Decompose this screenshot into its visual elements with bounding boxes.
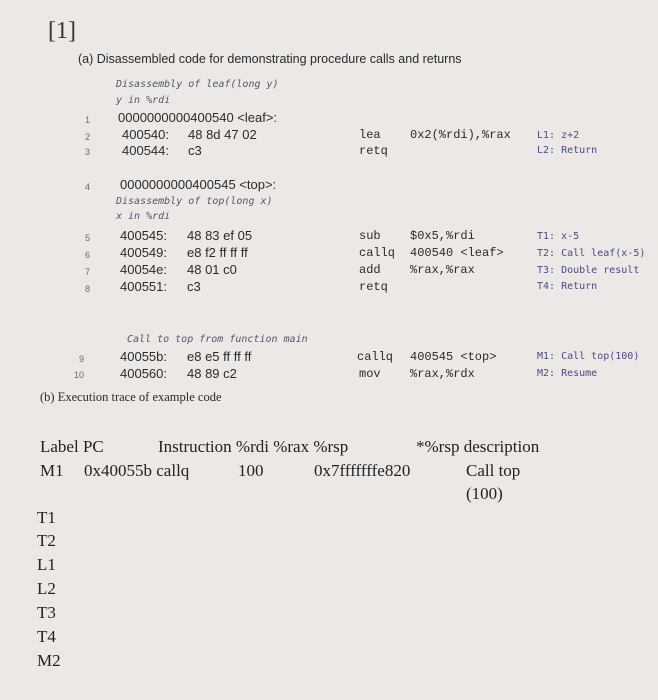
line-number: 1	[84, 115, 90, 125]
instr-addr: 400551:	[120, 279, 167, 294]
instr-operands: $0x5,%rdi	[410, 229, 475, 243]
top-arg: x in %rdi	[116, 211, 171, 222]
top-title: Disassembly of top(long x)	[116, 196, 273, 207]
trace-row-rdi: 100	[238, 461, 264, 480]
instr-comment: T4: Return	[537, 281, 598, 292]
trace-row-desc: Call top	[466, 461, 521, 480]
line-number: 10	[73, 370, 84, 380]
instr-addr: 400545:	[120, 228, 167, 243]
instr-op: retq	[359, 144, 388, 158]
instr-bytes: 48 83 ef 05	[187, 228, 253, 243]
instr-bytes: c3	[188, 143, 202, 158]
trace-label: T4	[37, 627, 56, 646]
instr-comment: L2: Return	[537, 145, 598, 156]
line-number: 2	[84, 132, 90, 142]
instr-operands: 400545 <top>	[410, 350, 497, 364]
instr-op: callq	[357, 350, 394, 364]
leaf-header: 0000000000400540 <leaf>:	[118, 110, 278, 125]
instr-addr: 400560:	[120, 366, 167, 381]
instr-comment: M1: Call top(100)	[537, 351, 640, 362]
top-header: 0000000000400545 <top>:	[120, 177, 277, 192]
trace-row-desc: (100)	[466, 484, 503, 503]
line-number: 6	[84, 250, 90, 260]
instr-op: retq	[359, 280, 388, 294]
instr-addr: 40054e:	[120, 262, 167, 277]
trace-label: L2	[37, 579, 56, 598]
instr-op: add	[359, 263, 381, 277]
line-number: 3	[84, 147, 90, 157]
line-number: 4	[84, 182, 90, 192]
instr-comment: T3: Double result	[537, 265, 640, 276]
problem-number: [1]	[48, 18, 76, 44]
instr-comment: L1: z+2	[537, 130, 580, 141]
instr-operands: %rax,%rdx	[410, 367, 475, 381]
trace-header-label-pc: Label PC	[40, 437, 104, 456]
leaf-title: Disassembly of leaf(long y)	[116, 79, 279, 90]
instr-addr: 400540:	[122, 127, 169, 142]
part-a-caption: (a) Disassembled code for demonstrating procedure calls and returns	[78, 52, 462, 66]
instr-addr: 40055b:	[120, 349, 167, 364]
instr-bytes: e8 f2 ff ff ff	[187, 245, 248, 260]
leaf-arg: y in %rdi	[116, 95, 171, 106]
instr-op: callq	[359, 246, 396, 260]
trace-label: T3	[37, 603, 56, 622]
instr-op: sub	[359, 229, 381, 243]
trace-row-rsp: 0x7fffffffe820	[314, 461, 411, 480]
trace-label: T2	[37, 531, 56, 550]
trace-header-instruction: Instruction %rdi %rax %rsp	[158, 437, 349, 456]
line-number: 5	[84, 233, 90, 243]
instr-bytes: c3	[187, 279, 201, 294]
trace-row-pc: 0x40055b callq	[84, 461, 190, 480]
trace-label: T1	[37, 508, 56, 527]
part-b-caption: (b) Execution trace of example code	[40, 390, 222, 404]
trace-header-description: *%rsp description	[416, 437, 540, 456]
instr-op: lea	[359, 128, 381, 142]
instr-comment: T1: x-5	[537, 231, 580, 242]
instr-operands: 400540 <leaf>	[410, 246, 504, 260]
line-number: 9	[78, 354, 84, 364]
instr-addr: 400544:	[122, 143, 169, 158]
line-number: 7	[84, 267, 90, 277]
instr-comment: T2: Call leaf(x-5)	[537, 248, 646, 259]
instr-bytes: e8 e5 ff ff ff	[187, 349, 252, 364]
line-number: 8	[84, 284, 90, 294]
trace-row-label: M1	[40, 461, 64, 480]
instr-op: mov	[359, 367, 381, 381]
trace-label: M2	[37, 651, 61, 670]
instr-addr: 400549:	[120, 245, 167, 260]
trace-label: L1	[37, 555, 56, 574]
instr-operands: 0x2(%rdi),%rax	[410, 128, 511, 142]
main-title: Call to top from function main	[127, 334, 308, 345]
instr-bytes: 48 01 c0	[187, 262, 237, 277]
instr-bytes: 48 89 c2	[187, 366, 237, 381]
instr-comment: M2: Resume	[537, 368, 598, 379]
instr-bytes: 48 8d 47 02	[188, 127, 257, 142]
instr-operands: %rax,%rax	[410, 263, 475, 277]
